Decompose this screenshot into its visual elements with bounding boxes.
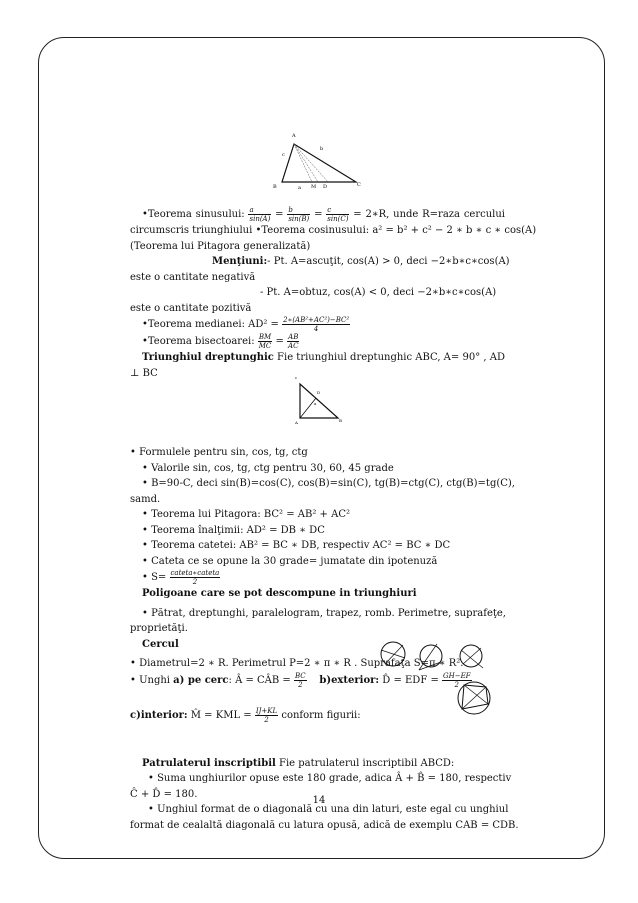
median-theorem: •Teorema medianei: AD² = $\frac{\text{2∗(AB²+AC²)−BC²}}{4}$ <box>142 316 350 333</box>
mentiuni-line-2: este o cantitate negativă <box>130 271 256 283</box>
formulas-line-2: • Valorile sin, cos, tg, ctg pentru 30, 60, 45 grade <box>142 462 394 474</box>
cathetus-30-degree: • Cateta ce se opune la 30 grade= jumatate din ipotenuză <box>142 555 438 567</box>
pythagoras-theorem: • Teorema lui Pitagora: BC² = AB² + AC² <box>142 509 350 520</box>
area-formula: • S= $\frac{\text{cateta∗cateta}}{2}$ <box>142 569 220 586</box>
label-D: D <box>323 184 328 190</box>
label-A: A <box>295 420 298 425</box>
circle-line-2: • Unghi a) pe cerc: Â = CÂB = $\frac{BC}{2}$ b)exterior: D̂ = EDF = $\frac{GH-EF}{2}$ <box>130 671 471 689</box>
circle-line-3: c)interior: M̂ = KML = $\frac{IJ+KL}{2}$ conform figurii: <box>130 706 361 724</box>
inscribed-line-1: • Suma unghiurilor opuse este 180 grade, adica Â + B̂ = 180, respectiv <box>148 773 512 784</box>
formulas-line-3: • B=90-C, deci sin(B)=cos(C), cos(B)=sin(C), tg(B)=ctg(C), ctg(B)=tg(C), <box>142 478 515 489</box>
mentiuni-line-4: este o cantitate pozitivă <box>130 302 252 314</box>
bisector-theorem: •Teorema bisectoarei: $\frac{BM}{MC}$ = $\frac{AB}{AC}$ <box>142 333 299 350</box>
fraction: $\frac{b}{\sin(B)}$ <box>288 206 310 223</box>
pythagoras-generalized: (Teorema lui Pitagora generalizată) <box>130 240 311 252</box>
circle-heading: Cercul <box>142 638 179 650</box>
inscribed-heading: Patrulaterul inscriptibil Fie patrulaterul inscriptibil ABCD: <box>142 757 455 769</box>
label-A: A <box>292 133 296 139</box>
inscribed-line-2: Ĉ + D̂ = 180. <box>130 788 198 800</box>
formulas-line-1: • Formulele pentru sin, cos, tg, ctg <box>130 447 308 458</box>
circle-line-1: • Diametrul=2 ∗ R. Perimetrul P=2 ∗ π ∗ R . Suprafaţa S=π ∗ R². <box>130 658 464 669</box>
inscribed-line-3: • Unghiul format de o diagonală cu una din laturi, este egal cu unghiul <box>148 804 509 815</box>
label-b: b <box>320 146 324 152</box>
label-c: c <box>295 375 298 380</box>
fraction: $\frac{c}{\sin(C)}$ <box>327 206 349 223</box>
right-triangle-perp: ⊥ BC <box>130 367 158 379</box>
label-M: M <box>311 184 317 190</box>
formulas-line-4: samd. <box>130 493 161 505</box>
page-content <box>130 120 537 833</box>
label-D: D <box>317 390 321 395</box>
mentiuni-line-1: Menţiuni:- Pt. A=ascuţit, cos(A) > 0, deci −2∗b∗c∗cos(A) <box>212 256 510 267</box>
polygons-line-2: proprietăţi. <box>130 623 188 634</box>
label-B: B <box>273 184 277 190</box>
label-a: a <box>314 401 317 406</box>
label-a: a <box>298 185 301 191</box>
label-c: c <box>282 152 285 158</box>
label-C: C <box>357 182 361 188</box>
polygons-heading: Poligoane care se pot descompune in triunghiuri <box>142 588 417 599</box>
cosine-rule-line: circumscris triunghiului •Teorema cosinusului: a² = b² + c² − 2 ∗ b ∗ c ∗ cos(A) <box>130 225 537 236</box>
fraction: $\frac{a}{\sin(A)}$ <box>249 206 271 223</box>
polygons-line-1: • Pătrat, dreptunghi, paralelogram, trapez, romb. Perimetre, suprafeţe, <box>142 607 506 619</box>
page-number: 14 <box>312 795 326 806</box>
label-B: B <box>339 418 342 423</box>
height-theorem: • Teorema înalţimii: AD² = DB ∗ DC <box>142 524 325 536</box>
inscribed-line-4: format de cealaltă diagonală cu latura opusă, adică de exemplu CAB = CDB. <box>130 819 519 831</box>
cathetus-theorem: • Teorema catetei: AB² = BC ∗ DB, respectiv AC² = BC ∗ DC <box>142 540 451 551</box>
sine-rule-line: •Teorema sinusului: $\frac{a}{\sin(A)}$ = $\frac{b}{\sin(B)}$ = $\frac{c}{\sin(C)}$ = 2∗R, unde R=raza cercului <box>142 206 505 223</box>
right-triangle-heading: Triunghiul dreptunghic Fie triunghiul dreptunghic ABC, A= 90° , AD <box>142 352 505 363</box>
mentiuni-line-3: - Pt. A=obtuz, cos(A) < 0, deci −2∗b∗c∗cos(A) <box>260 287 497 298</box>
